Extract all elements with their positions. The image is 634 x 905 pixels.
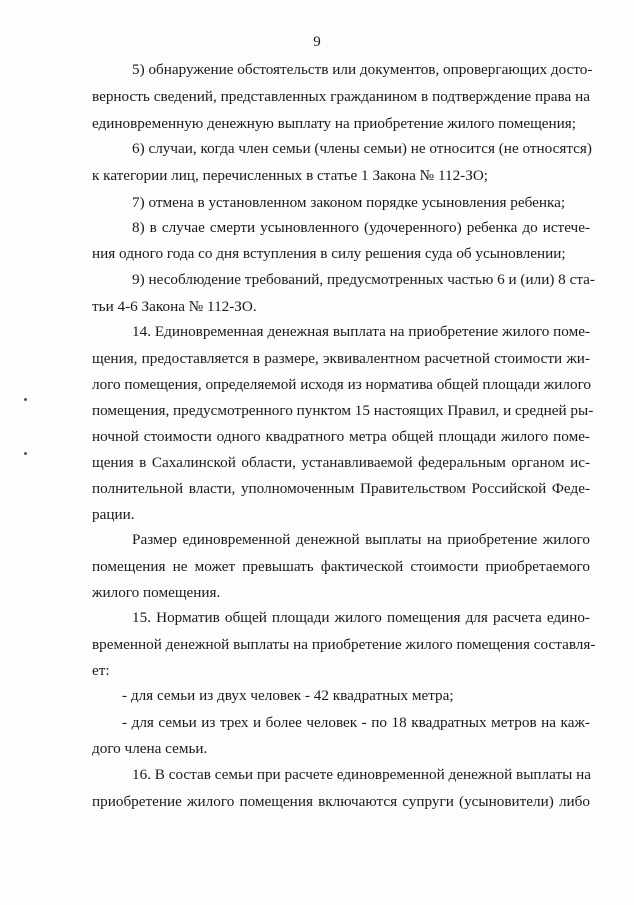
text-line: ночной стоимости одного квадратного метра общей площади жилого поме- xyxy=(92,428,590,445)
text-line: 16. В состав семьи при расчете единовременной денежной выплаты на xyxy=(132,766,591,783)
text-line: тьи 4-6 Закона № 112-ЗО. xyxy=(92,298,257,315)
text-line: дого члена семьи. xyxy=(92,740,208,757)
list-item: - для семьи из двух человек - 42 квадратных метра; xyxy=(122,687,454,704)
text-line: к категории лиц, перечисленных в статье 1 Закона № 112-ЗО; xyxy=(92,167,489,184)
text-line: 6) случаи, когда член семьи (члены семьи) не относится (не относятся) xyxy=(132,140,592,157)
text-line: приобретение жилого помещения включаются супруги (усыновители) либо xyxy=(92,793,590,810)
text-line: лого помещения, определяемой исходя из норматива общей площади жилого xyxy=(92,376,592,393)
text-line: 15. Норматив общей площади жилого помещения для расчета едино- xyxy=(132,609,590,626)
text-line: помещения не может превышать фактической стоимости приобретаемого xyxy=(92,558,590,575)
text-line: ния одного года со дня вступления в силу решения суда об усыновлении; xyxy=(92,245,566,262)
text-line: жилого помещения. xyxy=(92,584,221,601)
text-line: верность сведений, представленных гражданином в подтверждение права на xyxy=(92,88,590,105)
scan-dot xyxy=(24,398,27,401)
text-line: 9) несоблюдение требований, предусмотренных частью 6 и (или) 8 ста- xyxy=(132,271,595,288)
text-line: 14. Единовременная денежная выплата на приобретение жилого поме- xyxy=(132,323,590,340)
text-line: рации. xyxy=(92,506,135,523)
text-line: щения в Сахалинской области, устанавливаемой федеральным органом ис- xyxy=(92,454,590,471)
list-item: - для семьи из трех и более человек - по 18 квадратных метров на каж- xyxy=(122,714,590,731)
text-line: 5) обнаружение обстоятельств или документов, опровергающих досто- xyxy=(132,61,593,78)
text-line: полнительной власти, уполномоченным Правительством Российской Феде- xyxy=(92,480,590,497)
text-line: щения, предоставляется в размере, эквивалентном расчетной стоимости жи- xyxy=(92,350,590,367)
text-line: помещения, предусмотренного пунктом 15 настоящих Правил, и средней ры- xyxy=(92,402,594,419)
text-line: единовременную денежную выплату на приобретение жилого помещения; xyxy=(92,115,576,132)
page-number: 9 xyxy=(313,34,321,50)
text-line: ет: xyxy=(92,662,110,679)
scan-dot xyxy=(24,452,27,455)
text-line: временной денежной выплаты на приобретение жилого помещения составля- xyxy=(92,636,596,653)
text-line: 8) в случае смерти усыновленного (удочеренного) ребенка до истече- xyxy=(132,219,590,236)
text-line: Размер единовременной денежной выплаты на приобретение жилого xyxy=(132,531,590,548)
text-line: 7) отмена в установленном законом порядке усыновления ребенка; xyxy=(132,194,566,211)
